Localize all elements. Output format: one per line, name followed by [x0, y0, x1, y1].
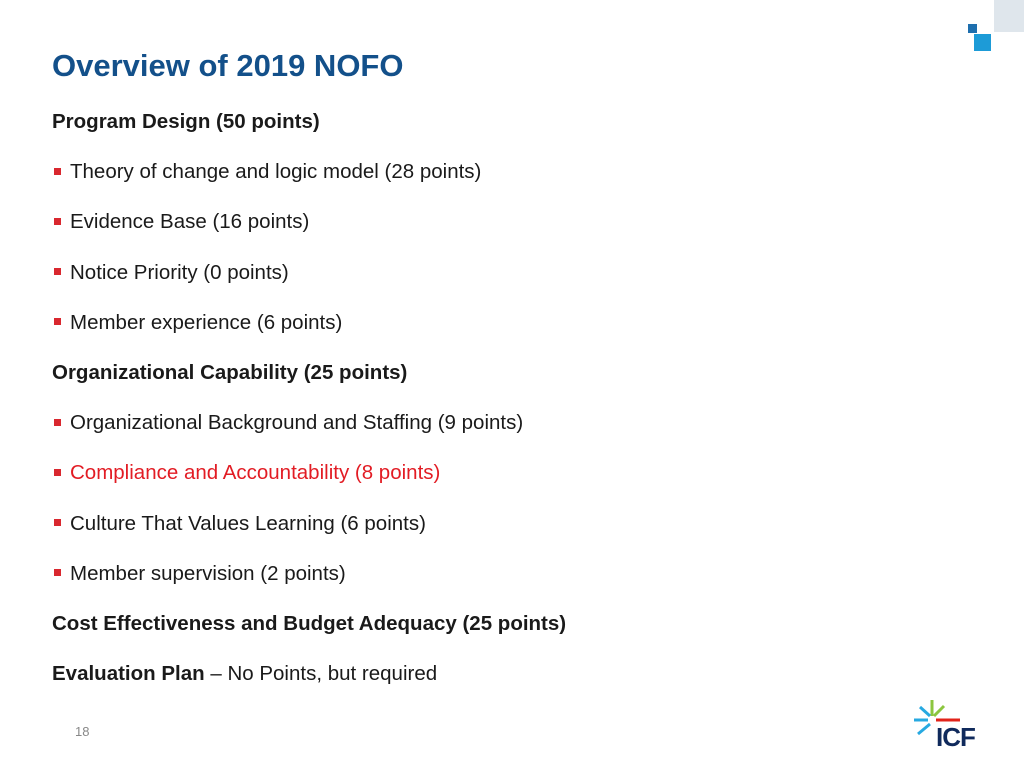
bullet-square-icon: [54, 168, 61, 175]
bullet-text: Compliance and Accountability (8 points): [70, 461, 441, 485]
bullet-square-icon: [54, 318, 61, 325]
section-heading-organizational-capability: Organizational Capability (25 points): [52, 361, 408, 385]
bullet-square-icon: [54, 268, 61, 275]
bullet-item: [52, 248, 952, 298]
bullet-square-icon: [54, 569, 61, 576]
bullet-item: [52, 398, 952, 448]
bullet-item: [52, 147, 952, 197]
bullet-square-icon: [54, 218, 61, 225]
section-heading-evaluation-plan: [52, 649, 952, 699]
evaluation-plan-bold: Evaluation Plan: [52, 662, 205, 686]
section-heading-cost-effectiveness: Cost Effectiveness and Budget Adequacy (25 points): [52, 611, 567, 635]
bullet-item: [52, 298, 952, 348]
bullet-square-icon: [54, 519, 61, 526]
page-number: 18: [75, 724, 90, 739]
bullet-item: [52, 549, 952, 599]
bullet-item-highlighted: [52, 448, 952, 498]
bullet-text: Organizational Background and Staffing (9 points): [70, 411, 524, 435]
bullet-text: Notice Priority (0 points): [70, 260, 289, 284]
bullet-text: Member supervision (2 points): [70, 561, 346, 585]
bullet-square-icon: [54, 419, 61, 426]
bullet-item: [52, 499, 952, 549]
bullet-text: Evidence Base (16 points): [70, 210, 310, 234]
evaluation-plan-note: – No Points, but required: [204, 662, 438, 686]
slide-content: [52, 97, 952, 699]
logo-text: ICF: [936, 722, 975, 752]
bullet-square-icon: [54, 469, 61, 476]
bullet-text: Member experience (6 points): [70, 310, 343, 334]
bullet-text: Culture That Values Learning (6 points): [70, 511, 426, 535]
bullet-text: Theory of change and logic model (28 points): [70, 160, 482, 184]
corner-decoration: [954, 0, 1024, 60]
section-heading-program-design: Program Design (50 points): [52, 110, 320, 134]
slide-title: Overview of 2019 NOFO: [52, 48, 404, 83]
bullet-item: [52, 197, 952, 247]
